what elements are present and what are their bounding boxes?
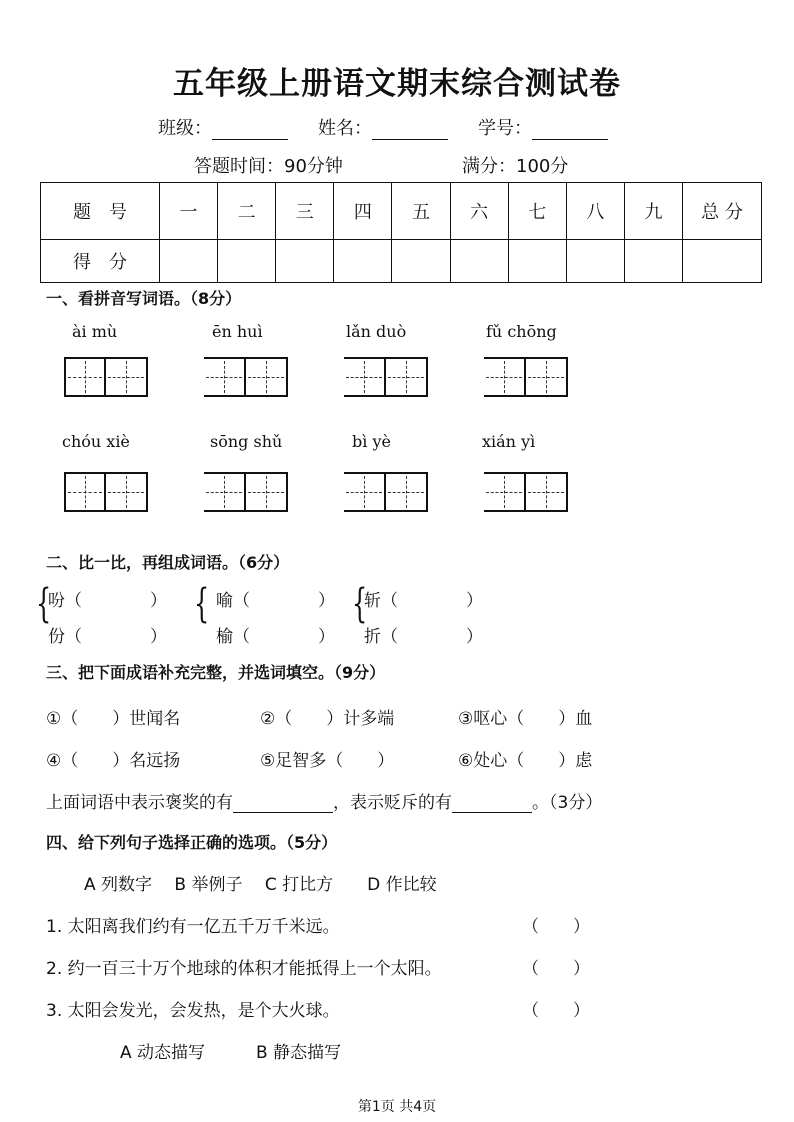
- writing-box[interactable]: [526, 472, 568, 512]
- writing-box[interactable]: [64, 357, 106, 397]
- fill-blank[interactable]: [233, 794, 333, 813]
- answer-paren[interactable]: （ ）: [522, 1001, 590, 1021]
- compare-item: 斩（ ）: [364, 591, 483, 611]
- score-cell[interactable]: [218, 240, 276, 283]
- writing-box[interactable]: [484, 472, 526, 512]
- score-cell[interactable]: [450, 240, 508, 283]
- pinyin-label: ēn huì: [212, 322, 263, 341]
- full-marks-label: 满分：100分: [462, 156, 569, 177]
- idiom-item: ④（ ）名远扬: [46, 751, 181, 771]
- writing-box[interactable]: [246, 472, 288, 512]
- row-header-score: 得 分: [41, 240, 160, 283]
- time-label: 答题时间：90分钟: [194, 156, 343, 177]
- brace-icon: {: [194, 581, 210, 627]
- col-header: 三: [276, 183, 334, 240]
- col-header: 二: [218, 183, 276, 240]
- col-header: 九: [624, 183, 682, 240]
- idiom-item: ②（ ）计多端: [260, 709, 395, 729]
- pinyin-label: ài mù: [72, 322, 118, 341]
- score-cell[interactable]: [392, 240, 450, 283]
- col-header: 四: [334, 183, 392, 240]
- answer-paren[interactable]: （ ）: [522, 959, 590, 979]
- pinyin-label: sōng shǔ: [210, 432, 283, 451]
- page-footer: 第1页 共4页: [357, 1099, 437, 1115]
- score-cell[interactable]: [566, 240, 624, 283]
- name-label: 姓名：: [318, 118, 372, 139]
- name-blank[interactable]: [372, 121, 448, 140]
- compare-item: 喻（ ）: [216, 591, 335, 611]
- section1-heading: 一、看拼音写词语。（8分）: [46, 289, 242, 308]
- writing-box[interactable]: [386, 357, 428, 397]
- question-1: 1. 太阳离我们约有一亿五千万千米远。: [46, 917, 340, 937]
- col-header-total: 总 分: [683, 183, 762, 240]
- brace-icon: {: [36, 581, 52, 627]
- name-field: [318, 114, 448, 140]
- brace-icon: {: [352, 581, 368, 627]
- writing-box[interactable]: [344, 472, 386, 512]
- question-2: 2. 约一百三十万个地球的体积才能抵得上一个太阳。: [46, 959, 442, 979]
- score-cell[interactable]: [624, 240, 682, 283]
- fill-in-sentence: [46, 788, 602, 813]
- col-header: 八: [566, 183, 624, 240]
- section4-heading: 四、给下列句子选择正确的选项。（5分）: [46, 833, 338, 852]
- writing-box[interactable]: [344, 357, 386, 397]
- section3-heading: 三、把下面成语补充完整，并选词填空。（9分）: [46, 663, 386, 682]
- idiom-item: ⑥处心（ ）虑: [458, 751, 593, 771]
- writing-box[interactable]: [64, 472, 106, 512]
- pinyin-label: bì yè: [352, 432, 391, 451]
- idiom-item: ③呕心（ ）血: [458, 709, 593, 729]
- col-header: 五: [392, 183, 450, 240]
- page-title: 五年级上册语文期末综合测试卷: [173, 66, 621, 102]
- fill-text: 上面词语中表示褒奖的有: [46, 793, 233, 813]
- number-label: 学号：: [478, 118, 532, 139]
- fill-text: 。（3分）: [532, 793, 603, 813]
- class-label: 班级：: [158, 118, 212, 139]
- writing-box[interactable]: [106, 472, 148, 512]
- col-header: 七: [508, 183, 566, 240]
- fill-text: ，表示贬斥的有: [333, 793, 452, 813]
- compare-item: 吩（ ）: [48, 591, 167, 611]
- score-cell[interactable]: [276, 240, 334, 283]
- writing-box[interactable]: [526, 357, 568, 397]
- col-header: 六: [450, 183, 508, 240]
- writing-box[interactable]: [246, 357, 288, 397]
- idiom-item: ⑤足智多（ ）: [260, 751, 395, 771]
- score-cell[interactable]: [683, 240, 762, 283]
- score-cell[interactable]: [334, 240, 392, 283]
- class-field: [158, 114, 288, 140]
- number-field: [478, 114, 608, 140]
- section2-heading: 二、比一比，再组成词语。（6分）: [46, 553, 290, 572]
- number-blank[interactable]: [532, 121, 608, 140]
- pinyin-label: fǔ chōng: [486, 322, 557, 341]
- compare-item: 榆（ ）: [216, 627, 335, 647]
- writing-box[interactable]: [204, 357, 246, 397]
- writing-box[interactable]: [106, 357, 148, 397]
- bottom-options: A 动态描写 B 静态描写: [120, 1043, 342, 1063]
- pinyin-label: xián yì: [482, 432, 536, 451]
- pinyin-label: chóu xiè: [62, 432, 130, 451]
- compare-item: 折（ ）: [364, 627, 483, 647]
- row-header-number: 题 号: [41, 183, 160, 240]
- question-3: 3. 太阳会发光，会发热，是个大火球。: [46, 1001, 340, 1021]
- compare-item: 份（ ）: [48, 627, 167, 647]
- fill-blank[interactable]: [452, 794, 532, 813]
- writing-box[interactable]: [386, 472, 428, 512]
- col-header: 一: [160, 183, 218, 240]
- option-list: A 列数字 B 举例子 C 打比方 D 作比较: [84, 875, 437, 895]
- score-cell[interactable]: [508, 240, 566, 283]
- pinyin-label: lǎn duò: [346, 322, 407, 341]
- score-cell[interactable]: [160, 240, 218, 283]
- score-table: [40, 182, 762, 283]
- idiom-item: ①（ ）世闻名: [46, 709, 181, 729]
- writing-box[interactable]: [204, 472, 246, 512]
- writing-box[interactable]: [484, 357, 526, 397]
- class-blank[interactable]: [212, 121, 288, 140]
- answer-paren[interactable]: （ ）: [522, 917, 590, 937]
